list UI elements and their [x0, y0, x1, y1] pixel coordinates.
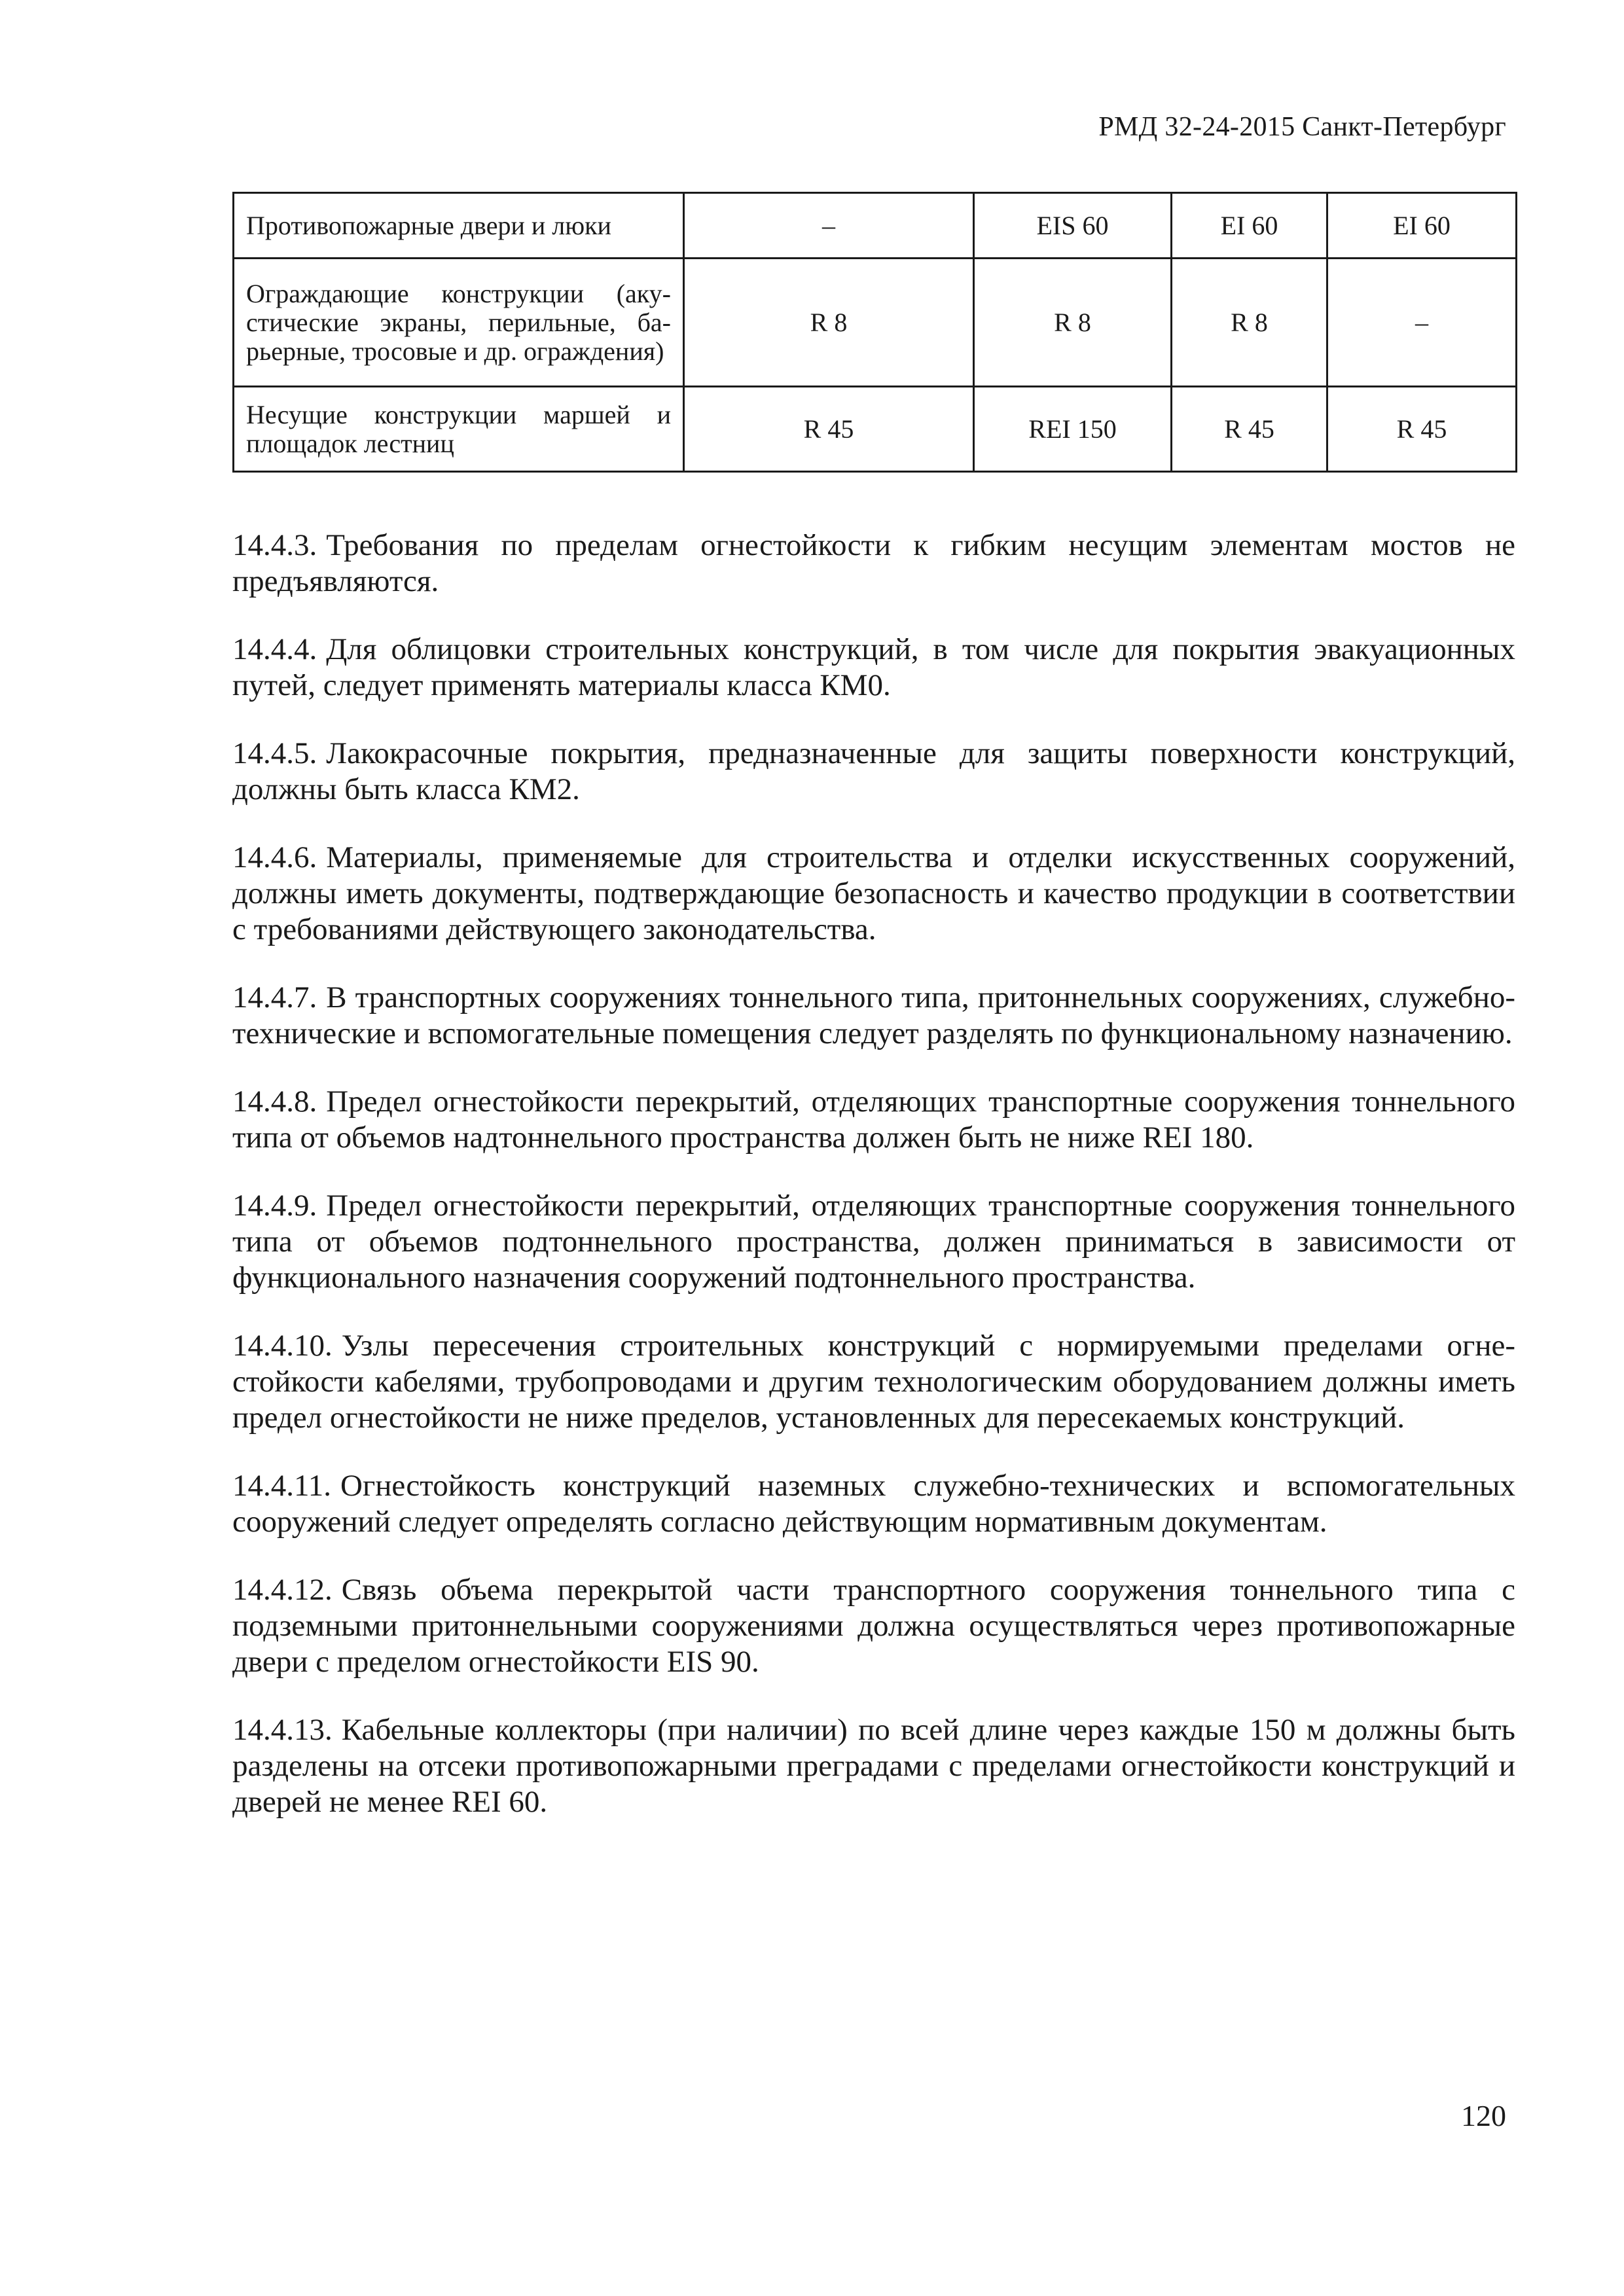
body-text [232, 528, 1515, 1852]
paragraph-text: Материалы, применяемые для строительства и отделки искусственных сооружений, должны иметь документы, подтверждающие безопасность и качество продукции в соответствии с требованиями действующего законодательства. [232, 840, 1515, 946]
table-row [234, 259, 1517, 387]
table-cell-value: R 45 [1172, 387, 1327, 472]
paragraph-text: Для облицовки строительных конструкций, в том числе для покрытия эвакуационных путей, следует применять материалы класса КМ0. [232, 632, 1515, 702]
paragraph-text: В транспортных сооружениях тоннельного типа, притоннельных сооружениях, служебно-технические и вспомогательные помещения следует разделять по функциональному назначению. [232, 980, 1515, 1050]
paragraph-number: 14.4.6. [232, 840, 317, 874]
paragraph-number: 14.4.4. [232, 632, 317, 666]
table-cell-value: – [1327, 259, 1517, 387]
paragraph-text: Требования по пределам огнестойкости к гибким несущим элементам мостов не предъявляются. [232, 528, 1515, 598]
paragraph-number: 14.4.9. [232, 1189, 317, 1223]
paragraph-text: Связь объема перекрытой части транспортного сооружения тоннельного типа с подземными притоннельными сооружениями должна осуществляться через противопожарные двери с пределом огнестойкости EIS 90. [232, 1573, 1515, 1679]
paragraph-text: Кабельные коллекторы (при наличии) по всей длине через каждые 150 м должны быть разделены на отсеки противопожарными преградами с пределами огнестойкости конструкций и дверей не менее REI 60. [232, 1713, 1515, 1819]
paragraph-text: Огнестойкость конструкций наземных служебно-технических и вспомогательных сооружений следует определять согласно действующим нормативным документам. [232, 1469, 1515, 1539]
table-cell-value: REI 150 [974, 387, 1172, 472]
paragraph-14-4-12 [232, 1572, 1515, 1680]
paragraph-14-4-10 [232, 1328, 1515, 1436]
table-cell-name: Несущие конструкции маршей и площадок лестниц [234, 387, 684, 472]
table-cell-name: Ограждающие конструкции (акустические экраны, перильные, барьерные, тросовые и др. ограждения) [234, 259, 684, 387]
table-cell-value: R 8 [1172, 259, 1327, 387]
table-cell-value: EI 60 [1327, 193, 1517, 259]
table-row [234, 193, 1517, 259]
paragraph-number: 14.4.3. [232, 528, 317, 562]
paragraph-14-4-9 [232, 1188, 1515, 1296]
paragraph-14-4-13 [232, 1712, 1515, 1820]
paragraph-number: 14.4.10. [232, 1329, 333, 1363]
paragraph-14-4-5 [232, 736, 1515, 808]
paragraph-14-4-3 [232, 528, 1515, 600]
paragraph-text: Узлы пересечения строительных конструкций с нормируемыми пределами огнестойкости кабелями, трубопроводами и другим технологическим оборудованием должны иметь предел огнестойкости не ниже пределов, установленных для пересекаемых конструкций. [232, 1329, 1515, 1435]
document-header: РМД 32-24-2015 Санкт-Петербург [1098, 112, 1506, 142]
table-cell-value: EI 60 [1172, 193, 1327, 259]
paragraph-text: Лакокрасочные покрытия, предназначенные для защиты поверхности конструкций, должны быть класса КМ2. [232, 736, 1515, 806]
page-number: 120 [1461, 2099, 1506, 2132]
fire-resistance-table [232, 192, 1517, 473]
paragraph-14-4-8 [232, 1084, 1515, 1156]
table-cell-value: EIS 60 [974, 193, 1172, 259]
table-cell-value: R 8 [974, 259, 1172, 387]
paragraph-number: 14.4.5. [232, 736, 317, 770]
paragraph-14-4-4 [232, 632, 1515, 704]
table-cell-value: R 8 [684, 259, 974, 387]
table-cell-value: R 45 [1327, 387, 1517, 472]
paragraph-number: 14.4.12. [232, 1573, 333, 1607]
table-cell-value: – [684, 193, 974, 259]
paragraph-text: Предел огнестойкости перекрытий, отделяющих транспортные сооружения тоннельного типа от объемов надтоннельного пространства должен быть не ниже REI 180. [232, 1085, 1515, 1155]
table-cell-value: R 45 [684, 387, 974, 472]
paragraph-14-4-6 [232, 840, 1515, 948]
paragraph-number: 14.4.13. [232, 1713, 333, 1747]
paragraph-14-4-7 [232, 980, 1515, 1052]
paragraph-14-4-11 [232, 1468, 1515, 1540]
paragraph-number: 14.4.7. [232, 980, 317, 1014]
paragraph-text: Предел огнестойкости перекрытий, отделяющих транспортные сооружения тоннельного типа от объемов подтоннельного пространства, должен приниматься в зависимости от функционального назначения сооружений подтоннельного пространства. [232, 1189, 1515, 1295]
paragraph-number: 14.4.8. [232, 1085, 317, 1119]
table-cell-name: Противопожарные двери и люки [234, 193, 684, 259]
table-row [234, 387, 1517, 472]
paragraph-number: 14.4.11. [232, 1469, 332, 1503]
